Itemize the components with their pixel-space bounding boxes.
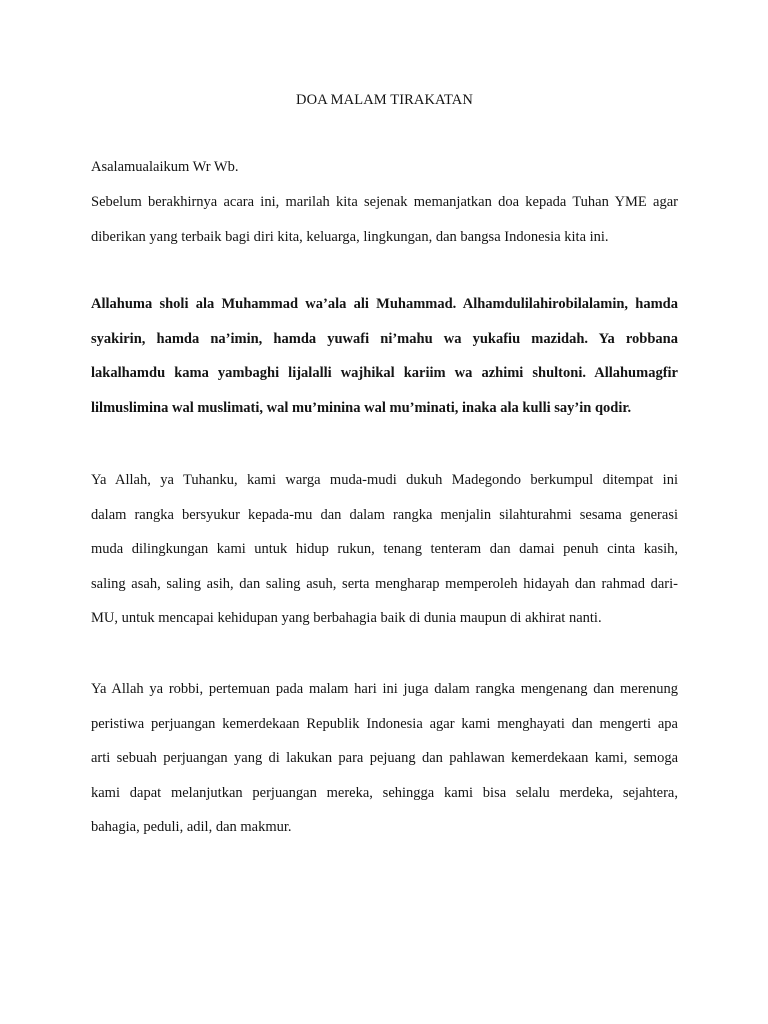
paragraph-line: kami dapat melanjutkan perjuangan mereka, sehingga kami bisa selalu merdeka, sejahtera, [91, 784, 678, 801]
paragraph-line: dalam rangka bersyukur kepada-mu dan dalam rangka menjalin silahturahmi sesama generasi [91, 506, 678, 523]
arabic-prayer-paragraph [91, 294, 678, 432]
paragraph-line: peristiwa perjuangan kemerdekaan Republik Indonesia agar kami menghayati dan mengerti apa [91, 715, 678, 732]
intro-line: Sebelum berakhirnya acara ini, marilah kita sejenak memanjatkan doa kepada Tuhan YME agar [91, 194, 678, 210]
paragraph-line: saling asah, saling asih, dan saling asuh, serta mengharap memperoleh hidayah dan rahmad dari- [91, 575, 678, 592]
document-title: DOA MALAM TIRAKATAN [296, 92, 473, 108]
intro-paragraph [91, 192, 678, 261]
prayer-line: syakirin, hamda na’imin, hamda yuwafi ni’mahu wa yukafiu mazidah. Ya robbana [91, 330, 678, 347]
paragraph-line: Ya Allah, ya Tuhanku, kami warga muda-mudi dukuh Madegondo berkumpul ditempat ini [91, 472, 678, 488]
body-paragraph-2 [91, 679, 678, 852]
greeting: Asalamualaikum Wr Wb. [91, 159, 239, 175]
prayer-line: lilmuslimina wal muslimati, wal mu’minina wal mu’minati, inaka ala kulli say’in qodir. [91, 399, 632, 416]
body-paragraph-1 [91, 470, 678, 643]
paragraph-line: MU, untuk mencapai kehidupan yang berbahagia baik di dunia maupun di akhirat nanti. [91, 610, 602, 626]
intro-line: diberikan yang terbaik bagi diri kita, keluarga, lingkungan, dan bangsa Indonesia kita ini. [91, 228, 609, 245]
paragraph-line: arti sebuah perjuangan yang di lakukan para pejuang dan pahlawan kemerdekaan kami, semoga [91, 750, 678, 766]
paragraph-line: bahagia, peduli, adil, dan makmur. [91, 819, 292, 835]
paragraph-line: Ya Allah ya robbi, pertemuan pada malam hari ini juga dalam rangka mengenang dan merenung [91, 681, 678, 697]
prayer-line: Allahuma sholi ala Muhammad wa’ala ali Muhammad. Alhamdulilahirobilalamin, hamda [91, 296, 678, 312]
paragraph-line: muda dilingkungan kami untuk hidup rukun, tenang tenteram dan damai penuh cinta kasih, [91, 541, 678, 557]
prayer-line: lakalhamdu kama yambaghi lijalalli wajhikal kariim wa azhimi shultoni. Allahumagfir [91, 365, 678, 381]
